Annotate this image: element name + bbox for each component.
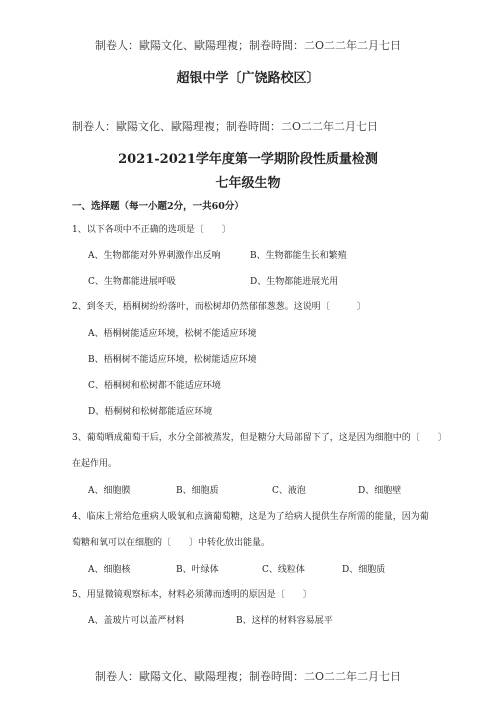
- question-2-option-b: B、梧桐树不能适应环境，松树能适应环境: [88, 355, 257, 365]
- question-1-stem: 1、以下各项中不正确的选项是〔 〕: [72, 225, 231, 235]
- exam-title: 2021-2021学年度第一学期阶段性质量检测: [118, 152, 378, 167]
- question-4-stem-line-1: 4、临床上常给危重病人吸氧和点滴葡萄糖，这是为了给病人提供生存所需的能量，因为葡: [72, 512, 429, 522]
- maker-header-second: 制卷人：歐陽文化、歐陽理複；制卷時間：二O二二年二月七日: [72, 120, 379, 133]
- question-4-option-c: C、线粒体: [262, 565, 305, 575]
- maker-header-top: 制卷人：歐陽文化、歐陽理複；制卷時間：二O二二年二月七日: [94, 39, 402, 52]
- question-4-stem-line-2: 萄糖和氧可以在细胞的〔 〕中转化放出能量。: [72, 538, 271, 548]
- question-4-option-b: B、叶绿体: [176, 565, 219, 575]
- question-3-option-b: B、细胞质: [176, 486, 219, 496]
- question-2-stem: 2、到冬天，梧桐树纷纷落叶，而松树却仍然郁郁葱葱。这说明〔 〕: [72, 302, 366, 312]
- question-3-option-a: A、细胞膜: [88, 486, 131, 496]
- school-name: 超银中学〔广饶路校区〕: [176, 71, 320, 86]
- maker-footer: 制卷人：歐陽文化、歐陽理複；制卷時間：二O二二年二月七日: [94, 670, 402, 683]
- question-1-option-a: A、生物都能对外界刺激作出反响: [88, 251, 221, 261]
- question-5-option-b: B、这样的材料容易展平: [236, 616, 333, 626]
- question-3-stem-line-2: 在起作用。: [72, 459, 118, 469]
- grade-subject: 七年级生物: [215, 176, 281, 191]
- question-2-option-c: C、梧桐树和松树都不能适应环境: [88, 381, 221, 391]
- question-1-option-d: D、生物都能进展光用: [250, 277, 339, 287]
- section-title: 一、选择题（每一小题2分，一共60分）: [72, 201, 244, 212]
- question-2-option-d: D、梧桐树和松树都能适应环境: [88, 407, 213, 417]
- question-4-option-a: A、细胞核: [88, 565, 131, 575]
- question-1-option-b: B、生物都能生长和繁殖: [250, 251, 347, 261]
- question-2-option-a: A、梧桐树能适应环境，松树不能适应环境: [88, 329, 257, 339]
- question-3-option-c: C、液泡: [272, 486, 306, 496]
- question-5-stem: 5、用显微镜观察标本，材料必须薄而透明的原因是〔 〕: [72, 590, 312, 600]
- question-3-stem-line-1: 3、葡萄晒成葡萄干后，水分全部被蒸发，但是糖分大局部留下了，这是因为细胞中的〔 〕: [72, 433, 447, 443]
- question-5-option-a: A、盖玻片可以盖严材料: [88, 616, 185, 626]
- question-3-option-d: D、细胞壁: [358, 486, 402, 496]
- question-1-option-c: C、生物都能进展呼吸: [88, 277, 176, 287]
- question-4-option-d: D、细胞质: [342, 565, 386, 575]
